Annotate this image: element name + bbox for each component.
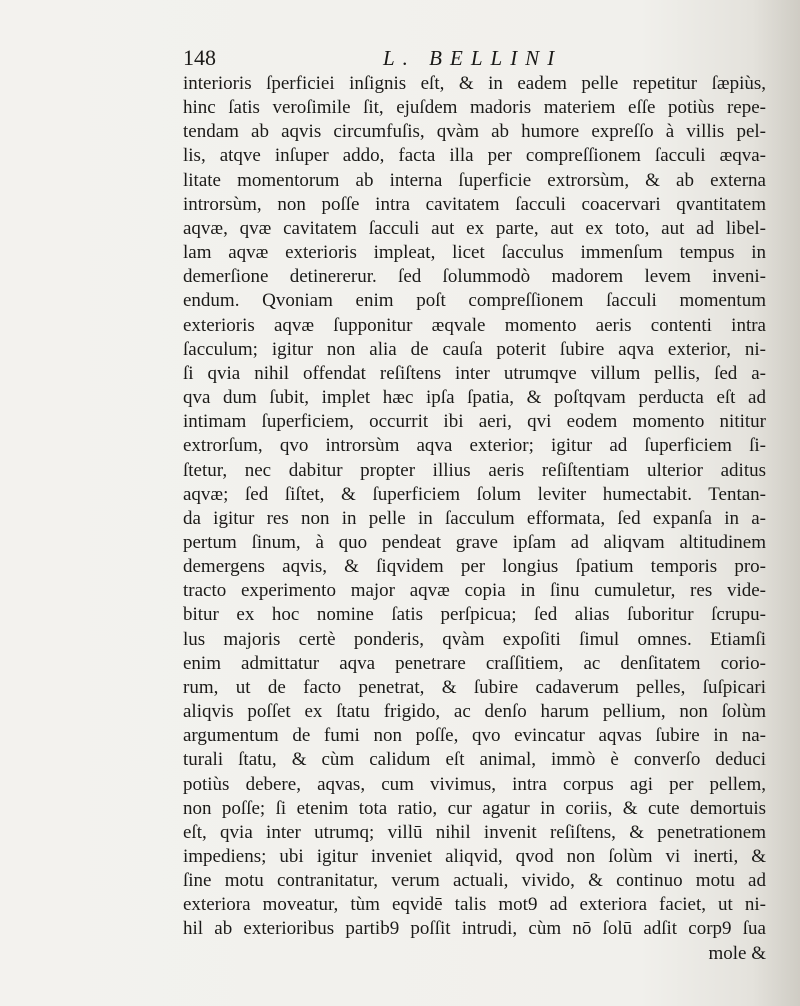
text-line: lam aqvæ exterioris impleat, licet ſacculus immenſum tempus in	[183, 242, 766, 264]
text-line: enim admittatur aqva penetrare craſſitiem, ac denſitatem corio-	[183, 652, 766, 674]
text-line: turali ſtatu, & cùm calidum eſt animal, immò è converſo deduci	[183, 749, 766, 771]
text-line: lus majoris certè ponderis, qvàm expoſiti ſimul omnes. Etiamſi	[183, 628, 766, 650]
body-text	[183, 72, 766, 966]
text-line: exterioris aqvæ ſupponitur æqvale momento aeris contenti intra	[183, 314, 766, 336]
text-line: hil ab exterioribus partib9 poſſit intrudi, cùm nō ſolū adſit corp9 ſua	[183, 918, 766, 940]
text-line: intimam ſuperficiem, occurrit ibi aeri, qvi eodem momento nititur	[183, 411, 766, 433]
text-line: aqvæ, qvæ cavitatem ſacculi aut ex parte, aut ex toto, aut ad libel-	[183, 217, 766, 239]
text-line: lis, atqve inſuper addo, facta illa per compreſſionem ſacculi æqva-	[183, 145, 766, 167]
text-line: extrorſum, qvo introrsùm aqva exterior; igitur ad ſuperficiem ſi-	[183, 435, 766, 457]
text-line: eſt, qvia inter utrumq; villū nihil invenit reſiſtens, & penetrationem	[183, 821, 766, 843]
text-line: rum, ut de facto penetrat, & ſubire cadaverum pelles, ſuſpicari	[183, 676, 766, 698]
text-line: ſacculum; igitur non alia de cauſa poterit ſubire aqva exterior, ni-	[183, 338, 766, 360]
text-line: aqvæ; ſed ſiſtet, & ſuperficiem ſolum leviter humectabit. Tentan-	[183, 483, 766, 505]
catchword: mole &	[708, 942, 766, 964]
text-line: tendam ab aqvis circumfuſis, qvàm ab humore expreſſo à villis pel-	[183, 121, 766, 143]
text-line: ſi qvia nihil offendat reſiſtens inter utrumqve villum pellis, ſed a-	[183, 362, 766, 384]
text-line: ſine motu contranitatur, verum actuali, vivido, & continuo motu ad	[183, 870, 766, 892]
text-line: ſtetur, nec dabitur propter illius aeris reſiſtentiam ulterior aditus	[183, 459, 766, 481]
text-line: qva dum ſubit, implet hæc ipſa ſpatia, & poſtqvam perducta eſt ad	[183, 387, 766, 409]
text-line: introrsùm, non poſſe intra cavitatem ſacculi coacervari qvantitatem	[183, 193, 766, 215]
text-line: pertum ſinum, à quo pendeat grave ipſam ad aliqvam altitudinem	[183, 531, 766, 553]
text-line: bitur ex hoc nomine ſatis perſpicua; ſed alias ſuboritur ſcrupu-	[183, 604, 766, 626]
text-line: non poſſe; ſi etenim tota ratio, cur agatur in coriis, & cute demortuis	[183, 797, 766, 819]
text-line: endum. Qvoniam enim poſt compreſſionem ſacculi momentum	[183, 290, 766, 312]
text-line: aliqvis poſſet ex ſtatu frigido, ac denſo harum pellium, non ſolùm	[183, 701, 766, 723]
text-line: argumentum de fumi non poſſe, qvo evincatur aqvas ſubire in na-	[183, 725, 766, 747]
text-line: da igitur res non in pelle in ſacculum efformata, ſed expanſa in a-	[183, 507, 766, 529]
text-line: tracto experimento major aqvæ copia in ſinu cumuletur, res vide-	[183, 580, 766, 602]
text-line: impediens; ubi igitur inveniet aliqvid, qvod non ſolùm vi inerti, &	[183, 846, 766, 867]
text-line: demerſione detinererur. ſed ſolummodò madorem levem inveni-	[183, 266, 766, 288]
text-line: interioris ſperficiei inſignis eſt, & in eadem pelle repetitur ſæpiùs,	[183, 73, 766, 94]
running-title: L. BELLINI	[383, 46, 563, 70]
text-line: exteriora moveatur, tùm eqvidē talis mot9 ad exteriora faciet, ut ni-	[183, 894, 766, 916]
text-line: demergens aqvis, & ſiqvidem per longius ſpatium temporis pro-	[183, 556, 766, 578]
text-line: hinc ſatis veroſimile ſit, ejuſdem madoris materiem eſſe potiùs repe-	[183, 97, 766, 119]
page-number: 148	[183, 45, 216, 70]
text-line: litate momentorum ab interna ſuperficie extrorsùm, & ab externa	[183, 169, 766, 191]
text-line: potiùs debere, aqvas, cum vivimus, intra corpus agi per pellem,	[183, 773, 766, 795]
